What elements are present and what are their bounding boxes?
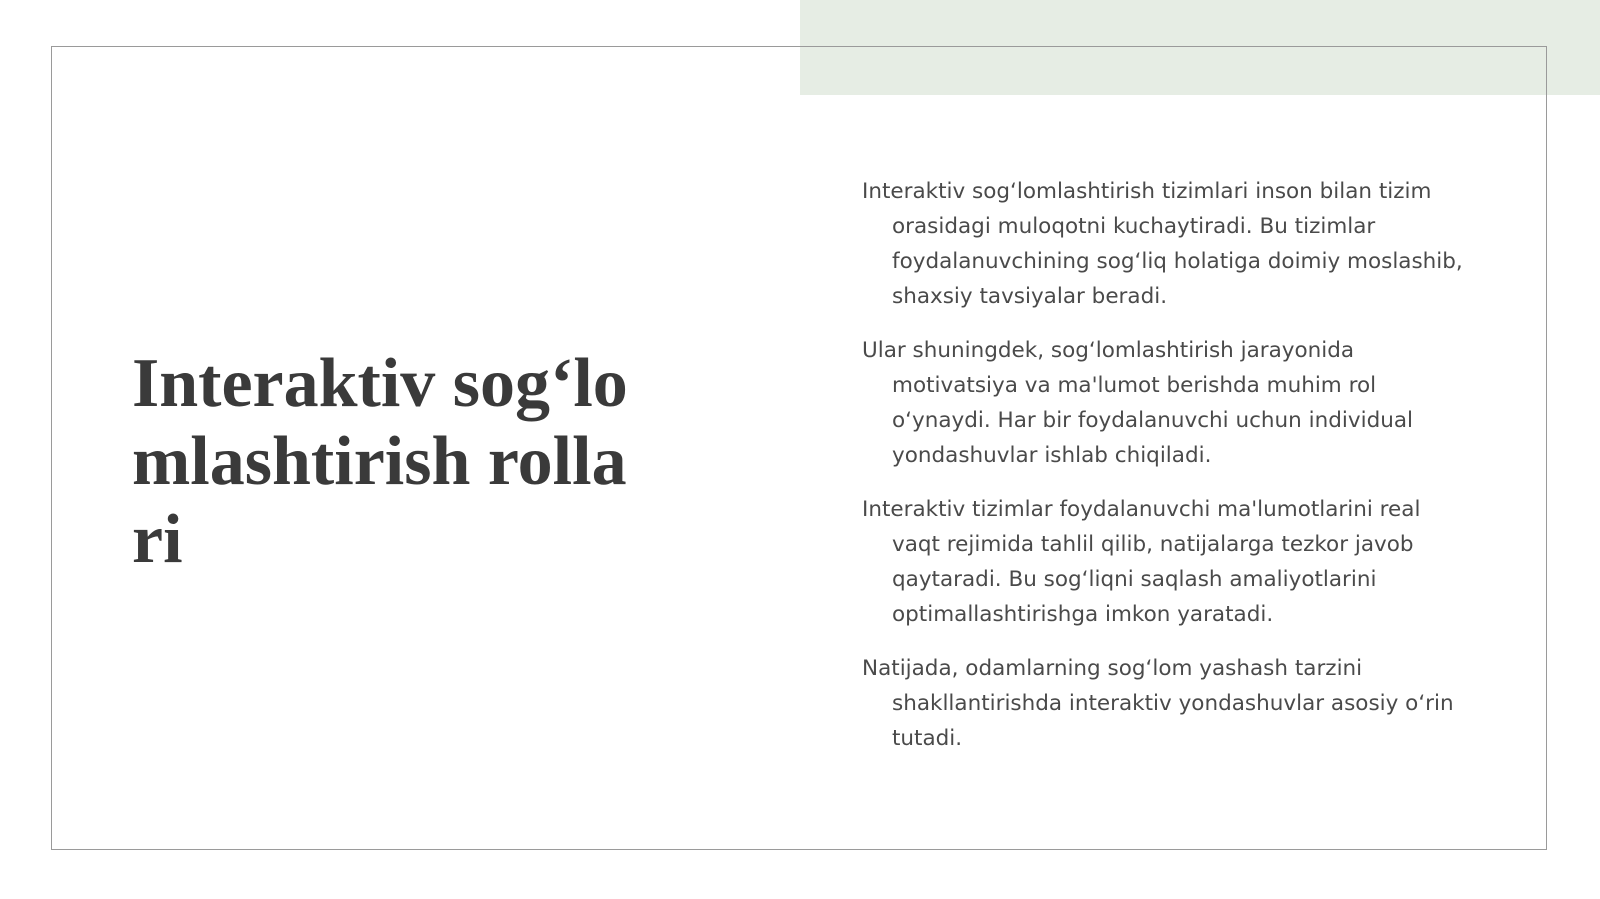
paragraph-1: Interaktiv sog‘lomlashtirish tizimlari inson bilan tizim orasidagi muloqotni kuchaytiradi. Bu tizimlar foydalanuvchining sog‘liq holatiga doimiy moslashib, shaxsiy tavsiyalar beradi. (862, 179, 1463, 309)
paragraph-3: Interaktiv tizimlar foydalanuvchi ma'lumotlarini real vaqt rejimida tahlil qilib, natijalarga tezkor javob qaytaradi. Bu sog‘liqni saqlash amaliyotlarini optimallashtirishga imkon yaratadi. (862, 497, 1421, 627)
slide-title: Interaktiv sog‘lomlashtirish rollari (132, 345, 628, 578)
body-text (862, 174, 1472, 775)
paragraph-4: Natijada, odamlarning sog‘lom yashash tarzini shakllantirishda interaktiv yondashuvlar asosiy o‘rin tutadi. (862, 656, 1454, 751)
paragraph-2: Ular shuningdek, sog‘lomlashtirish jarayonida motivatsiya va ma'lumot berishda muhim rol o‘ynaydi. Har bir foydalanuvchi uchun individual yondashuvlar ishlab chiqiladi. (862, 338, 1413, 468)
